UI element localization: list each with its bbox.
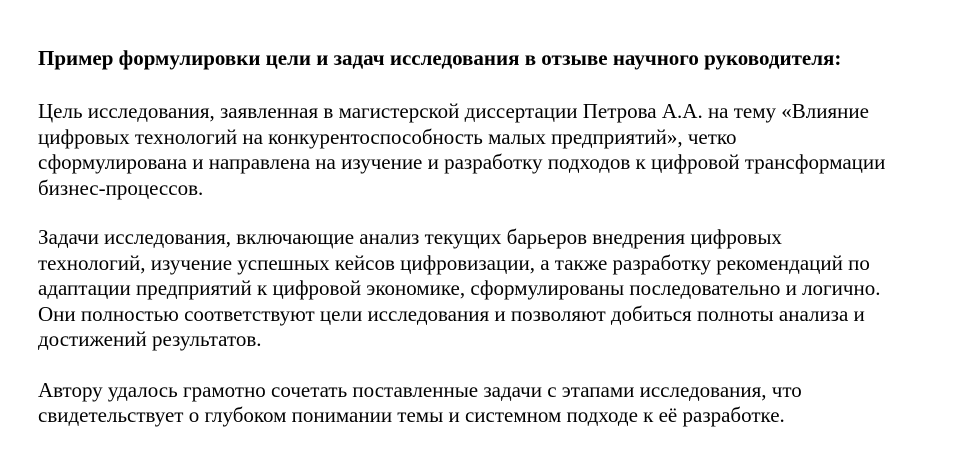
paragraph-line: Задачи исследования, включающие анализ текущих барьеров внедрения цифровых [38, 225, 782, 249]
paragraph-line: бизнес-процессов. [38, 175, 204, 200]
paragraph-goal [38, 99, 958, 201]
document-body [38, 46, 958, 429]
paragraph-line: цифровых технологий на конкурентоспособность малых предприятий», четко [38, 124, 737, 149]
document-title: Пример формулировки цели и задач исследования в отзыве научного руководителя: [38, 46, 842, 70]
paragraph-line: Они полностью соответствуют цели исследования и позволяют добиться полноты анализа и [38, 301, 865, 326]
paragraph-line: сформулирована и направлена на изучение и разработку подходов к цифровой трансформации [38, 150, 886, 174]
paragraph-line: технологий, изучение успешных кейсов цифровизации, а также разработку рекомендаций по [38, 250, 870, 275]
paragraph-tasks [38, 225, 958, 353]
paragraph-conclusion [38, 378, 958, 429]
paragraph-line: свидетельствует о глубоком понимании темы и системном подходе к её разработке. [38, 403, 785, 427]
paragraph-line: адаптации предприятий к цифровой экономике, сформулированы последовательно и логично. [38, 276, 881, 300]
paragraph-line: Автору удалось грамотно сочетать поставленные задачи с этапами исследования, что [38, 377, 802, 402]
paragraph-line: достижений результатов. [38, 327, 262, 351]
paragraph-line: Цель исследования, заявленная в магистерской диссертации Петрова А.А. на тему «Влияние [38, 99, 869, 123]
